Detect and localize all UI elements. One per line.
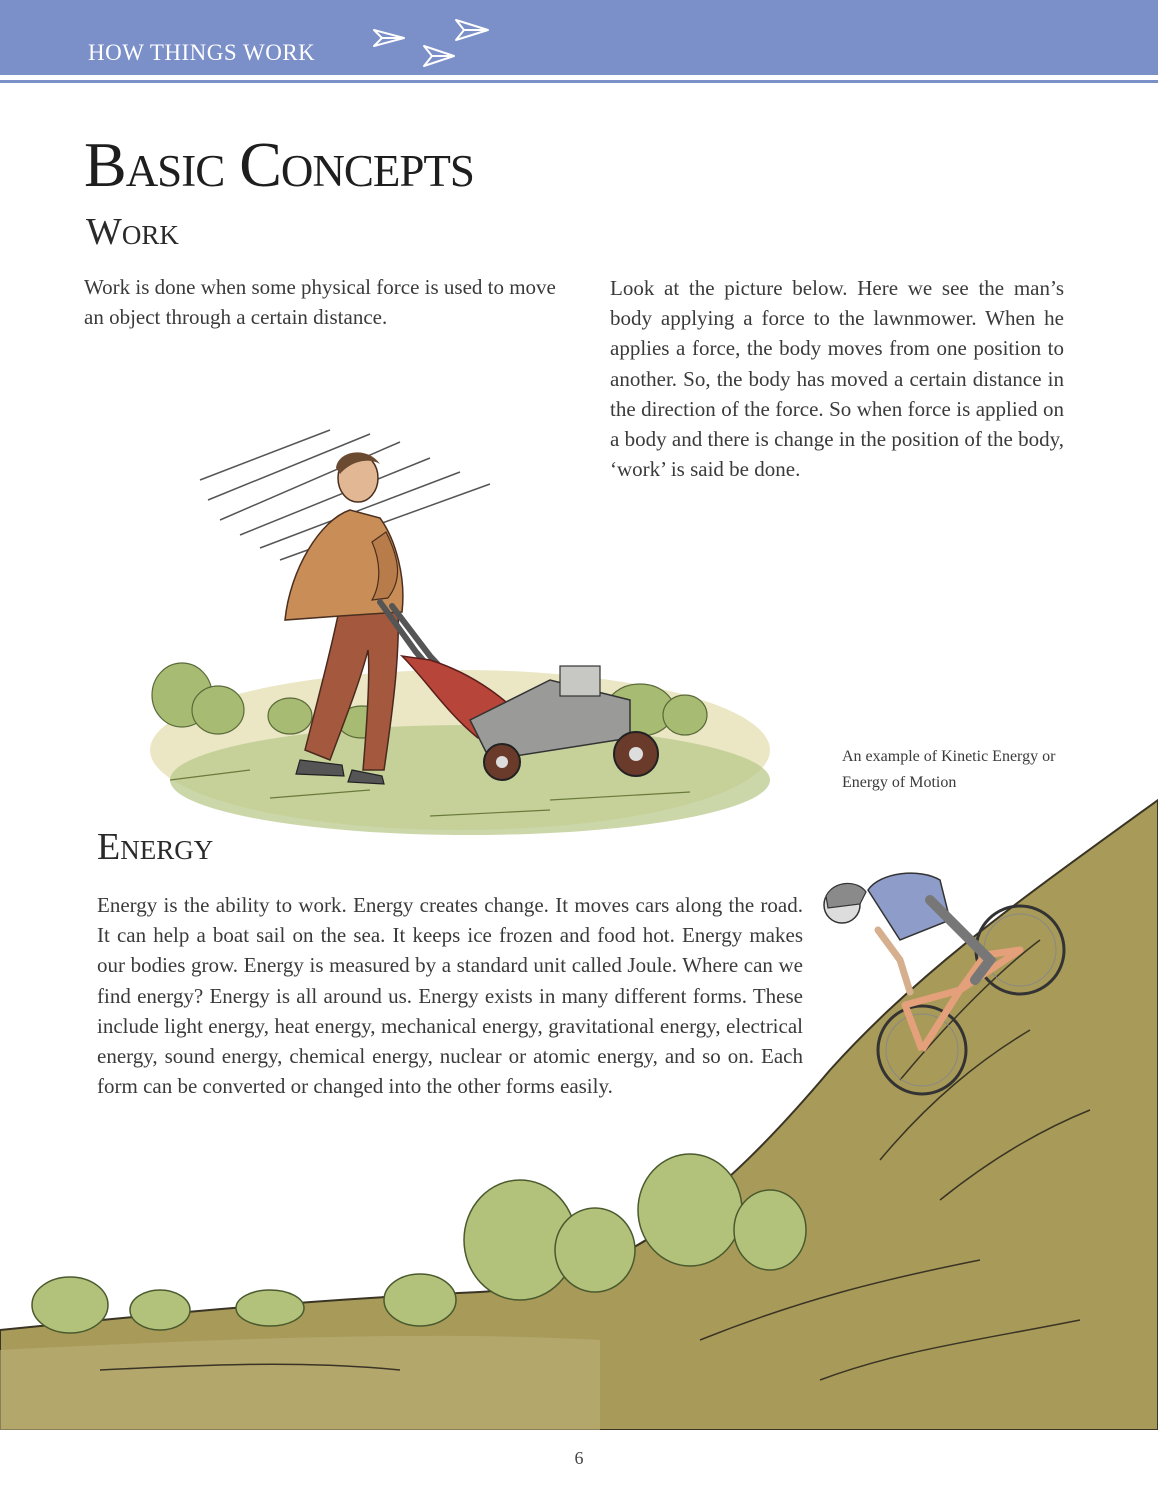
paper-planes-icon	[360, 12, 500, 72]
work-explanation: Look at the picture below. Here we see the man’s body applying a force to the lawnmower. When he applies a force, the body moves from one position to another. So, the body has moved a certain distance in the direction of the force. So when force is applied on a body and there is change in the position of the body, ‘work’ is said be done.	[610, 276, 1064, 482]
series-title: HOW THINGS WORK	[88, 40, 316, 65]
page-title: Basic Concepts	[84, 129, 474, 200]
energy-paragraph: Energy is the ability to work. Energy creates change. It moves cars along the road. It can help a boat sail on the sea. It keeps ice frozen and food hot. Energy makes our bodies grow. Energy is measured by a standard unit called Joule. Where can we find energy? Energy is all around us. Energy exists in many different forms. These include light energy, heat energy, mechanical energy, gravitational energy, electrical energy, sound energy, chemical energy, nuclear or atomic energy, and so on. Each form can be converted or changed into the other forms easily.	[97, 893, 803, 1099]
work-definition: Work is done when some physical force is used to move an object through a certain distance.	[84, 275, 556, 330]
section-heading-energy: Energy	[97, 826, 214, 868]
page-number: 6	[574, 1448, 584, 1468]
section-heading-work: Work	[86, 211, 179, 253]
cyclist-hill-illustration	[0, 780, 1158, 1430]
illustration-caption: An example of Kinetic Energy or Energy of Motion	[842, 748, 1056, 791]
header-rule	[0, 80, 1158, 83]
